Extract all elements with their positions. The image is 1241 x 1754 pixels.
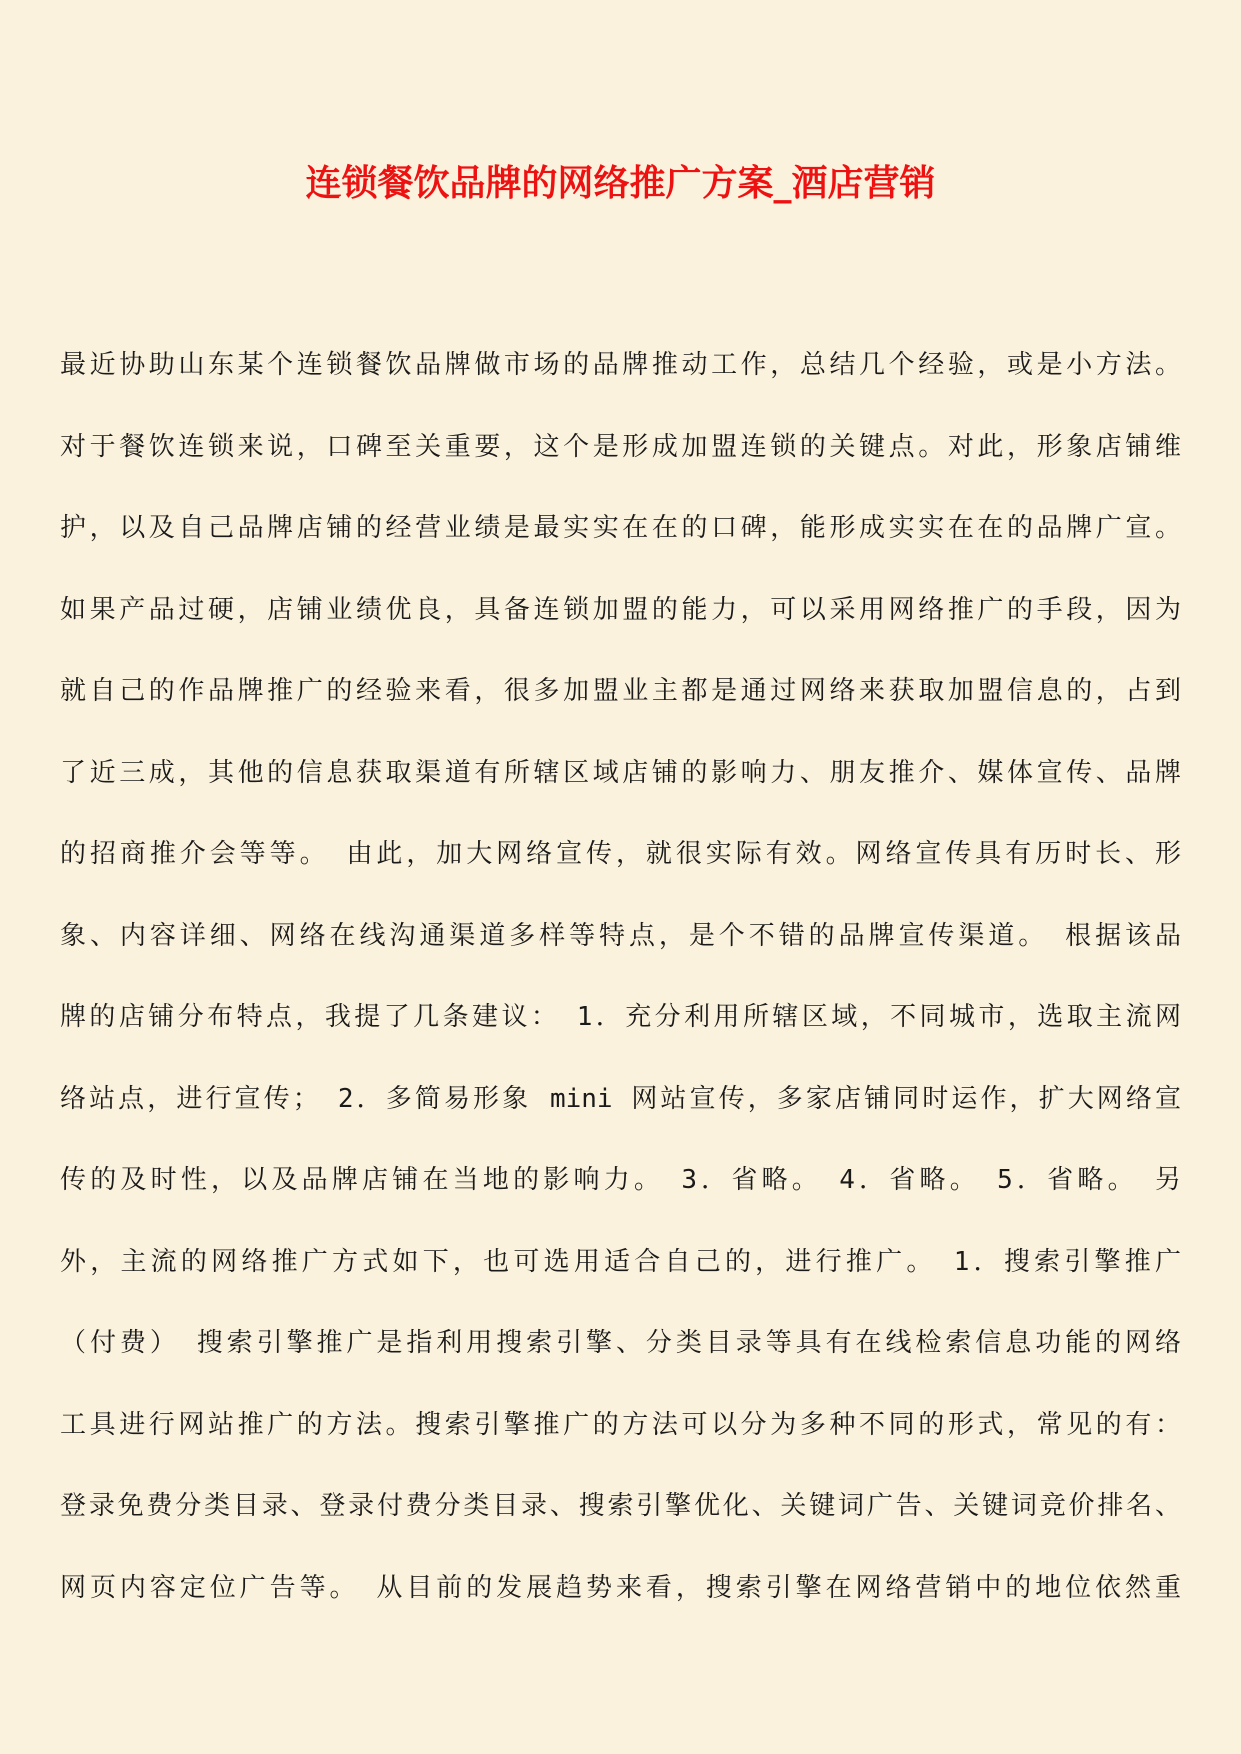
document-body — [60, 340, 1181, 1644]
body-line: 象、内容详细、网络在线沟通渠道多样等特点，是个不错的品牌宣传渠道。 根据该品 — [60, 920, 1181, 951]
body-line: 就自己的作品牌推广的经验来看，很多加盟业主都是通过网络来获取加盟信息的，占到 — [60, 676, 1181, 706]
body-line: 登录免费分类目录、登录付费分类目录、搜索引擎优化、关键词广告、关键词竞价排名、 — [60, 1491, 1181, 1521]
body-line: 络站点，进行宣传； 2．多简易形象 mini 网站宣传，多家店铺同时运作，扩大网络宣 — [60, 1083, 1181, 1114]
body-line: 工具进行网站推广的方法。搜索引擎推广的方法可以分为多种不同的形式，常见的有： — [60, 1409, 1181, 1440]
body-line: 网页内容定位广告等。 从目前的发展趋势来看，搜索引擎在网络营销中的地位依然重 — [60, 1572, 1181, 1603]
body-line: 外，主流的网络推广方式如下，也可选用适合自己的，进行推广。 1．搜索引擎推广 — [60, 1246, 1181, 1277]
document-title: 连锁餐饮品牌的网络推广方案_酒店营销 — [305, 162, 936, 204]
body-line: （付费） 搜索引擎推广是指利用搜索引擎、分类目录等具有在线检索信息功能的网络 — [60, 1328, 1181, 1358]
body-line: 了近三成，其他的信息获取渠道有所辖区域店铺的影响力、朋友推介、媒体宣传、品牌 — [60, 757, 1181, 788]
body-line: 如果产品过硬，店铺业绩优良，具备连锁加盟的能力，可以采用网络推广的手段，因为 — [60, 594, 1181, 625]
body-line: 对于餐饮连锁来说，口碑至关重要，这个是形成加盟连锁的关键点。对此，形象店铺维 — [60, 431, 1181, 462]
body-line: 护，以及自己品牌店铺的经营业绩是最实实在在的口碑，能形成实实在在的品牌广宣。 — [60, 513, 1181, 543]
body-line: 传的及时性，以及品牌店铺在当地的影响力。 3．省略。 4．省略。 5．省略。 另 — [60, 1165, 1181, 1195]
body-line: 最近协助山东某个连锁餐饮品牌做市场的品牌推动工作，总结几个经验，或是小方法。 — [60, 350, 1181, 380]
body-line: 的招商推介会等等。 由此，加大网络宣传，就很实际有效。网络宣传具有历时长、形 — [60, 839, 1181, 869]
body-line: 牌的店铺分布特点，我提了几条建议： 1．充分利用所辖区域，不同城市，选取主流网 — [60, 1002, 1181, 1032]
